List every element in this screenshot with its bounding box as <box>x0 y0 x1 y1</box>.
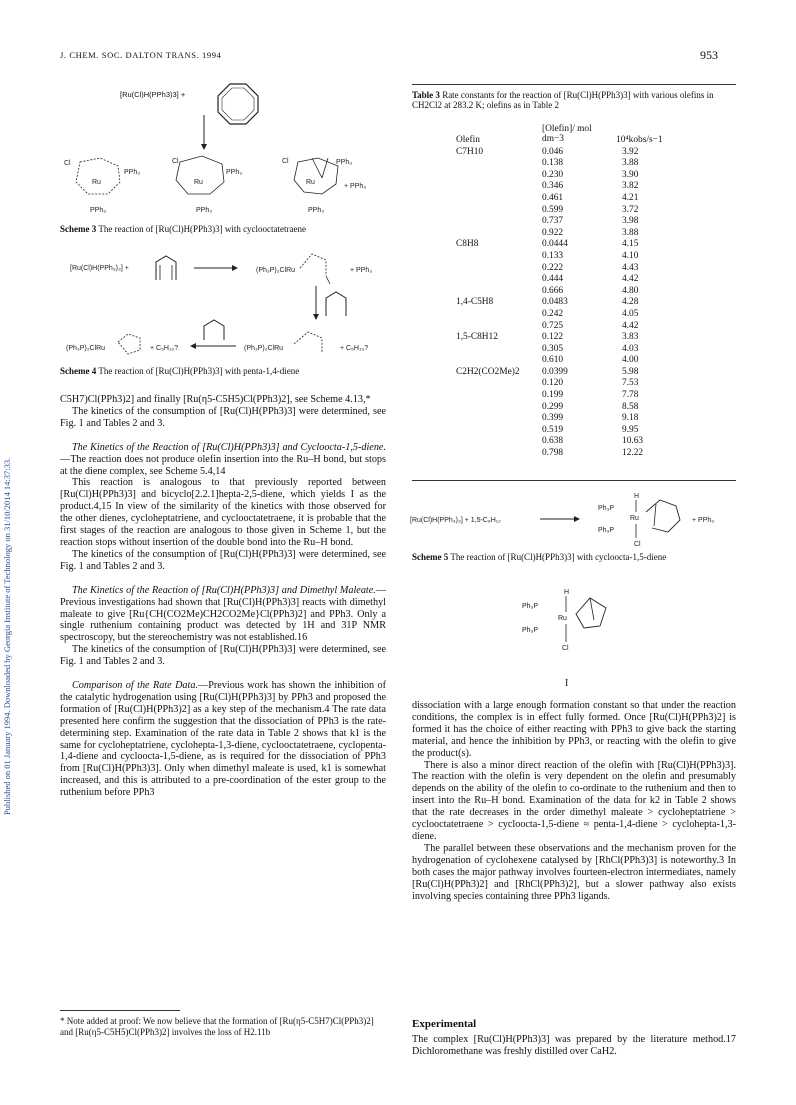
table-cell-olefin <box>456 390 542 402</box>
table-cell-k: 9.95 <box>622 424 639 435</box>
svg-text:PPh₃: PPh₃ <box>90 207 107 214</box>
table-cell-olefin <box>456 448 542 460</box>
table-cell-k: 3.90 <box>622 169 639 180</box>
scheme3-caption-text: The reaction of [Ru(Cl)H(PPh3)3] with cyclooctatetraene <box>98 224 307 234</box>
table-cell-k: 3.72 <box>622 204 639 215</box>
table-cell-k: 4.42 <box>622 320 639 331</box>
table-cell-k: 4.21 <box>622 192 639 203</box>
complex-3 <box>282 158 366 214</box>
right-para-2: There is also a minor direct reaction of the olefin with [Ru(Cl)H(PPh3)3]. The reaction with the olefin is very dependent on the olefin and presumably depends on the ability of the olefin to co-ordinate to the ruthenium and then to insert into the Ru–H bond. Examination of the data for k2 in Table 2 shows that the rate decreases in the order dimethyl maleate > cycloheptatriene > cyclooctatetraene > cycloocta-1,5-diene ≈ penta-1,4-diene > cyclohepta-1,3-diene. <box>412 759 736 842</box>
table-cell-olefin <box>456 413 542 425</box>
table-cell-conc: 0.610 <box>542 355 564 366</box>
svg-text:(Ph₃P)₂ClRu: (Ph₃P)₂ClRu <box>244 345 284 352</box>
provenance-text: Published on 01 January 1994. Downloaded by Georgia Institute of Technology on 31/10/2014 14:37:33. <box>2 457 12 815</box>
table-cell-conc: 0.599 <box>542 204 564 215</box>
table3-caption-label: Table 3 <box>412 90 440 100</box>
table-cell-k: 4.10 <box>622 250 639 261</box>
table-cell-k: 4.28 <box>622 297 639 308</box>
col-header-conc: [Olefin]/ mol dm−3 <box>542 124 592 144</box>
scheme4-caption-text: The reaction of [Ru(Cl)H(PPh3)3] with penta-1,4-diene <box>98 366 300 376</box>
structure-I <box>520 586 640 666</box>
scheme4-caption-label: Scheme 4 <box>60 366 97 376</box>
section-dm-text: —Previous investigations had shown that [Ru(Cl)H(PPh3)3] reacts with dimethyl maleate to give [Ru{CH(CO2Me)CH2CO2Me}Cl(PPh3)2] and PPh3. Only a single ruthenium containing product was detected by 1H and 31P NMR spectroscopy, but the stereochemistry was not established.16 <box>60 584 386 644</box>
table-cell-olefin <box>456 193 542 205</box>
svg-text:Ph₃P: Ph₃P <box>522 627 539 634</box>
table-cell-k: 3.98 <box>622 216 639 227</box>
table-row <box>456 193 686 205</box>
svg-text:Ph₃P: Ph₃P <box>598 505 615 512</box>
svg-text:+ PPh₃: + PPh₃ <box>350 267 373 274</box>
svg-text:Cl: Cl <box>172 158 179 165</box>
scheme3-reactant: [Ru(Cl)H(PPh3)3] + <box>120 90 186 99</box>
table-cell-conc: 0.133 <box>542 250 564 261</box>
table-cell-conc: 0.120 <box>542 378 564 389</box>
left-para-2: The kinetics of the consumption of [Ru(Cl)H(PPh3)3] were determined, see Fig. 1 and Tables 2 and 3. <box>60 405 386 429</box>
table-row <box>456 436 686 448</box>
table-cell-olefin <box>456 436 542 448</box>
table-cell-conc: 0.230 <box>542 169 564 180</box>
cyclooctatetraene-ring <box>218 84 258 124</box>
table-cell-olefin <box>456 263 542 275</box>
svg-text:+ C₅H₁₀?: + C₅H₁₀? <box>150 345 179 352</box>
table3-grid <box>456 124 686 460</box>
table-row <box>456 309 686 321</box>
journal-header: J. CHEM. SOC. DALTON TRANS. 1994 <box>60 50 222 60</box>
table-cell-conc: 0.122 <box>542 332 564 343</box>
table-cell-olefin <box>456 378 542 390</box>
table-row <box>456 286 686 298</box>
section-cod-text: —The reaction does not produce olefin insertion into the Ru–H bond, but stops at the diene complex, see Scheme 5.4,14 <box>60 453 386 477</box>
table-row <box>456 158 686 170</box>
table-cell-conc: 0.222 <box>542 262 564 273</box>
table-cell-olefin: C8H8 <box>456 239 479 250</box>
section-rate-title: Comparison of the Rate Data. <box>72 680 198 692</box>
table-cell-k: 7.78 <box>622 390 639 401</box>
svg-text:Cl: Cl <box>562 645 569 652</box>
svg-text:H: H <box>634 493 640 500</box>
table-cell-conc: 0.922 <box>542 227 564 238</box>
table-cell-olefin <box>456 321 542 333</box>
scheme5-caption-text: The reaction of [Ru(Cl)H(PPh3)3] with cycloocta-1,5-diene <box>450 552 667 562</box>
scheme3-caption-label: Scheme 3 <box>60 224 97 234</box>
table-row <box>456 216 686 228</box>
table-cell-conc: 0.199 <box>542 390 564 401</box>
col-header-olefin: Olefin <box>456 135 480 145</box>
table-row <box>456 332 686 344</box>
experimental-text: The complex [Ru(Cl)H(PPh3)3] was prepared by the literature method.17 Dichloromethane was freshly distilled over CaH2. <box>412 1034 736 1057</box>
table-row <box>456 274 686 286</box>
svg-text:Ru: Ru <box>558 615 567 622</box>
table-row <box>456 448 686 460</box>
scheme5-diagram <box>410 488 740 550</box>
table-cell-conc: 0.0483 <box>542 297 568 308</box>
table-cell-olefin <box>456 286 542 298</box>
table-cell-olefin <box>456 216 542 228</box>
table-cell-k: 9.18 <box>622 413 639 424</box>
col-header-k: 10⁴kobs/s−1 <box>616 135 663 145</box>
table-cell-olefin <box>456 228 542 240</box>
table-row <box>456 205 686 217</box>
table-cell-conc: 0.138 <box>542 158 564 169</box>
table-row <box>456 239 686 251</box>
table-cell-k: 4.43 <box>622 262 639 273</box>
table-cell-olefin <box>456 158 542 170</box>
table-cell-k: 3.88 <box>622 227 639 238</box>
table-cell-conc: 0.725 <box>542 320 564 331</box>
svg-text:Ph₃P: Ph₃P <box>598 527 615 534</box>
table3-caption <box>412 90 736 110</box>
table-cell-olefin <box>456 205 542 217</box>
table-row <box>456 355 686 367</box>
section-dm-title: The Kinetics of the Reaction of [Ru(Cl)H(PPh3)3] and Dimethyl Maleate. <box>72 584 376 596</box>
table3-caption-text: Rate constants for the reaction of [Ru(Cl)H(PPh3)3] with various olefins in CH2Cl2 at 283.2 K; olefins as in Table 2 <box>412 90 714 110</box>
provenance-sidebar <box>2 215 16 815</box>
section-cod-title: The Kinetics of the Reaction of [Ru(Cl)H(PPh3)3] and Cycloocta-1,5-diene. <box>72 441 386 453</box>
table-cell-k: 7.53 <box>622 378 639 389</box>
table-cell-conc: 0.346 <box>542 181 564 192</box>
left-para-4: The kinetics of the consumption of [Ru(Cl)H(PPh3)3] were determined, see Fig. 1 and Tables 2 and 3. <box>60 548 386 572</box>
table-cell-olefin <box>456 170 542 182</box>
left-para-3: This reaction is analogous to that previously reported between [Ru(Cl)H(PPh3)3] and bicyclo[2.2.1]hepta-2,5-diene, which yields I as the product.4,15 In view of the similarity of the kinetics with those observed for the other dienes, cycloheptatriene, and cyclooctatetraene, it is probable that the first stages of the reaction are analogous to those given in Scheme 1, but the reaction stops without insertion of the double bond into the Ru–H bond. <box>60 477 386 548</box>
table-cell-k: 3.83 <box>622 332 639 343</box>
table-cell-conc: 0.666 <box>542 285 564 296</box>
svg-text:+ PPh₃: + PPh₃ <box>692 517 715 524</box>
right-column <box>412 700 736 902</box>
section-rate-text: —Previous work has shown the inhibition of the catalytic hydrogenation using [Ru(Cl)H(PPh3)3] by PPh3 and proposed the formation of [Ru(Cl)H(PPh3)2] as a key step of the mechanism.4 The rate data presented here confirm the suggestion that the dissociation of PPh3 is the rate-determining step. Examination of the rate data in Table 2 shows that k1 is the same for cycloheptatriene, cyclohepta-1,3-diene, cyclooctatetraene, cyclopenta-1,4-diene and cycloocta-1,5-diene, as is required for the dissociation of PPh3 from [Ru(Cl)H(PPh3)3]. Only when dimethyl maleate is used, k1 is somewhat increased, and this is attributed to a pre-coordination of the ester group to the ruthenium before PPh3 <box>60 680 386 799</box>
svg-text:Ru: Ru <box>306 179 315 186</box>
table-cell-k: 10.63 <box>622 436 644 447</box>
scheme3-caption <box>60 224 306 234</box>
svg-text:Ph₃P: Ph₃P <box>522 603 539 610</box>
table-cell-k: 5.98 <box>622 366 639 377</box>
table-row <box>456 147 686 159</box>
table-cell-conc: 0.737 <box>542 216 564 227</box>
table-cell-olefin <box>456 355 542 367</box>
left-column <box>60 394 386 799</box>
table-cell-olefin <box>456 251 542 263</box>
table-row <box>456 413 686 425</box>
table-cell-k: 12.22 <box>622 448 644 459</box>
table-cell-olefin <box>456 274 542 286</box>
pentadiene <box>156 256 176 280</box>
table-cell-conc: 0.399 <box>542 413 564 424</box>
table-cell-olefin <box>456 402 542 414</box>
table-row <box>456 425 686 437</box>
table-row <box>456 251 686 263</box>
structure-I-label: I <box>565 678 569 689</box>
scheme4-caption <box>60 366 299 376</box>
page-number: 953 <box>700 48 718 62</box>
table-cell-k: 3.92 <box>622 146 639 157</box>
table-row <box>456 321 686 333</box>
table3 <box>456 124 686 460</box>
section-dimethyl-maleate <box>60 585 386 645</box>
table-cell-conc: 0.0444 <box>542 239 568 250</box>
table-cell-olefin: C7H10 <box>456 146 484 157</box>
left-para-1: C5H7)Cl(PPh3)2] and finally [Ru(η5-C5H5)Cl(PPh3)2], see Scheme 4.13,* <box>60 394 371 405</box>
right-para-3: The parallel between these observations and the mechanism proven for the hydrogenation of cyclohexene catalysed by [RhCl(PPh3)3] is noteworthy.3 In both cases the major pathway involves fourteen-electron intermediates, namely [Ru(Cl)H(PPh3)2] and [RhCl(PPh3)2], but a slower pathway also exists involving species containing three PPh3 ligands. <box>412 842 736 902</box>
table-row <box>456 344 686 356</box>
table-row <box>456 228 686 240</box>
table-row <box>456 297 686 309</box>
table-cell-conc: 0.638 <box>542 436 564 447</box>
svg-text:Cl: Cl <box>634 541 641 548</box>
table-row <box>456 390 686 402</box>
table-cell-olefin <box>456 425 542 437</box>
table-cell-olefin <box>456 344 542 356</box>
footnote: * Note added at proof: We now believe that the formation of [Ru(η5-C5H7)Cl(PPh3)2] and [Ru(η5-C5H5)Cl(PPh3)2] involves the loss of H2.11b <box>60 1016 374 1037</box>
table-cell-olefin <box>456 309 542 321</box>
table-row <box>456 263 686 275</box>
table-cell-k: 3.88 <box>622 158 639 169</box>
table-row <box>456 170 686 182</box>
table-cell-olefin: 1,4-C5H8 <box>456 297 494 308</box>
table-row <box>456 402 686 414</box>
svg-text:+ PPh₃: + PPh₃ <box>344 183 367 190</box>
scheme4-reactant: [Ru(Cl)H(PPh₃)₃] + <box>70 265 129 272</box>
svg-text:(Ph₃P)₂ClRu: (Ph₃P)₂ClRu <box>66 345 106 352</box>
complex-2 <box>172 156 242 214</box>
right-para-1: dissociation with a large enough formation constant so that under the reaction conditions, the complex is in effect fully formed. Once [Ru(Cl)H(PPh3)2] is formed it has the choice of either reacting with PPh3 to give back the starting material, and hence the inhibition by PPh3, or reacting with the olefin to give the product(s). <box>412 700 736 759</box>
complex-1 <box>64 158 140 214</box>
table-cell-k: 4.05 <box>622 308 639 319</box>
svg-text:Ru: Ru <box>194 179 203 186</box>
svg-text:PPh₃: PPh₃ <box>308 207 325 214</box>
table-cell-conc: 0.0399 <box>542 366 568 377</box>
table-cell-conc: 0.305 <box>542 343 564 354</box>
scheme5-caption <box>412 552 666 562</box>
table-cell-k: 4.03 <box>622 343 639 354</box>
table-row <box>456 378 686 390</box>
table-cell-k: 4.15 <box>622 239 639 250</box>
table-cell-k: 3.82 <box>622 181 639 192</box>
svg-text:PPh₃: PPh₃ <box>124 169 141 176</box>
table-cell-k: 4.80 <box>622 285 639 296</box>
scheme3-diagram <box>60 70 390 220</box>
table-cell-conc: 0.299 <box>542 401 564 412</box>
table-cell-conc: 0.046 <box>542 146 564 157</box>
svg-text:H: H <box>564 589 570 596</box>
table-cell-olefin: C2H2(CO2Me)2 <box>456 366 520 377</box>
table-cell-k: 4.42 <box>622 274 639 285</box>
table-cell-olefin: 1,5-C8H12 <box>456 332 498 343</box>
svg-text:+ C₅H₁₀?: + C₅H₁₀? <box>340 345 369 352</box>
scheme4-diagram <box>60 246 390 366</box>
svg-text:Ru: Ru <box>630 515 639 522</box>
table-cell-conc: 0.444 <box>542 274 564 285</box>
section-cod <box>60 442 386 478</box>
table-cell-k: 8.58 <box>622 401 639 412</box>
table-cell-conc: 0.242 <box>542 308 564 319</box>
svg-text:PPh₃: PPh₃ <box>226 169 243 176</box>
left-para-5: The kinetics of the consumption of [Ru(Cl)H(PPh3)3] were determined, see Fig. 1 and Tables 2 and 3. <box>60 644 386 668</box>
experimental-heading: Experimental <box>412 1018 477 1030</box>
table-cell-conc: 0.798 <box>542 448 564 459</box>
scheme5-reactant: [Ru(Cl)H(PPh₃)₃] + 1,5-C₈H₁₂ <box>410 517 501 524</box>
table-cell-conc: 0.461 <box>542 192 564 203</box>
table-cell-olefin <box>456 181 542 193</box>
table-row <box>456 181 686 193</box>
table-cell-conc: 0.519 <box>542 424 564 435</box>
section-rate-data <box>60 680 386 799</box>
svg-text:Ru: Ru <box>92 179 101 186</box>
svg-text:PPh₃: PPh₃ <box>196 207 213 214</box>
svg-text:Cl: Cl <box>282 158 289 165</box>
scheme4-product1: (Ph₃P)₂ClRu <box>256 267 296 274</box>
table-row <box>456 367 686 379</box>
cl-label: Cl <box>64 160 71 167</box>
table-cell-k: 4.00 <box>622 355 639 366</box>
svg-text:PPh₃: PPh₃ <box>336 159 353 166</box>
scheme5-caption-label: Scheme 5 <box>412 552 449 562</box>
table3-body <box>456 147 686 460</box>
